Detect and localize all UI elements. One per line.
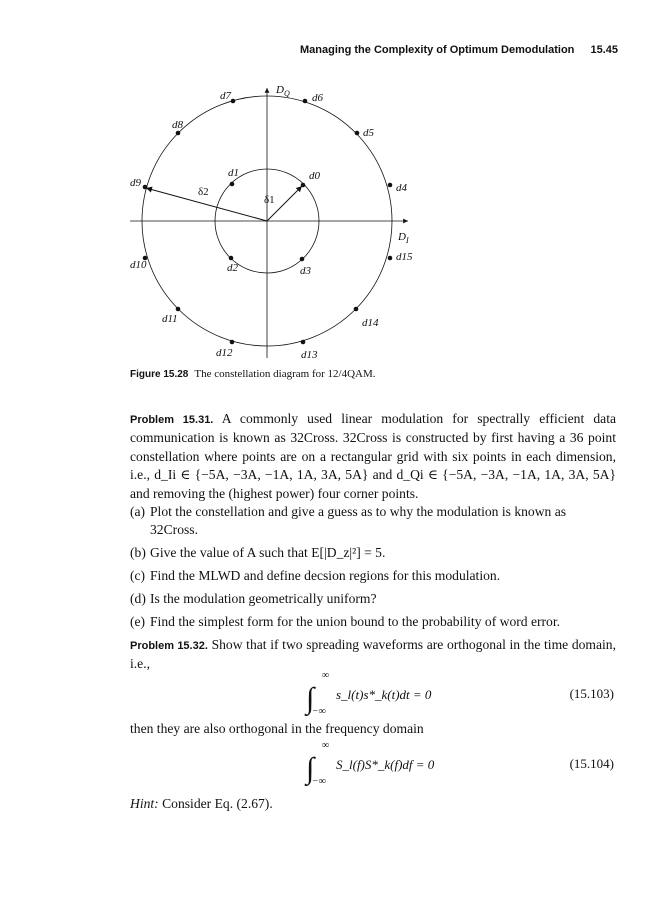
figure-caption (130, 368, 376, 380)
point-d3 (300, 257, 305, 262)
running-header (300, 44, 618, 56)
hint-text: Consider Eq. (2.67). (162, 796, 273, 811)
point-d8 (176, 131, 181, 136)
problem-15-31-label: Problem 15.31. (130, 414, 214, 426)
point-d14 (354, 307, 359, 312)
page-number: 15.45 (590, 44, 618, 56)
axis-label-dq: $D_Q$ (276, 84, 290, 98)
label-d10: d10 (130, 259, 147, 271)
problem-15-32-middle: then they are also orthogonal in the frequency domain (130, 721, 424, 736)
list-item: (d) Is the modulation geometrically uniform? (130, 591, 377, 606)
point-d15 (388, 256, 393, 261)
point-d1 (230, 182, 235, 187)
problem-15-31-statement (130, 410, 616, 503)
problem-15-32-label: Problem 15.32. (130, 640, 208, 652)
list-item: (b) Give the value of A such that E[|D_z|²] = 5. (130, 545, 386, 560)
hint-label: Hint: (130, 796, 159, 811)
figure-caption-text: The constellation diagram for 12/4QAM. (194, 368, 376, 380)
problem-15-32-statement (130, 636, 616, 674)
problem-15-31-items (130, 503, 616, 636)
point-d6 (303, 99, 308, 104)
point-d12 (230, 340, 235, 345)
label-d6: d6 (312, 92, 323, 104)
label-delta1: δ1 (264, 194, 275, 206)
label-d8: d8 (172, 119, 183, 131)
label-d5: d5 (363, 127, 374, 139)
problem-15-31-text: A commonly used linear modulation for spectrally efficient data communication is known as 32Cross. 32Cross is constructed by first having a 36 point constellation where points are on a rectangular grid with six points in each dimension, i.e., d_Ii ∈ {−5A, −3A, −1A, 1A, 3A, 5A} and d_Qi ∈ {−5A, −3A, −1A, 1A, 3A, 5A} and removing the (highest power) four corner points. (130, 411, 617, 501)
label-d11: d11 (162, 313, 178, 325)
list-item: (e) Find the simplest form for the union bound to the probability of word error. (130, 614, 561, 629)
point-d5 (355, 131, 360, 136)
label-d9: d9 (130, 177, 141, 189)
label-d15: d15 (396, 251, 413, 263)
label-d12: d12 (216, 347, 233, 359)
point-d11 (176, 307, 181, 312)
label-d0: d0 (309, 170, 320, 182)
figure-caption-label: Figure 15.28 (130, 369, 189, 380)
constellation-diagram (118, 76, 418, 366)
hint (130, 796, 273, 812)
header-title: Managing the Complexity of Optimum Demodulation (300, 44, 575, 56)
label-delta2: δ2 (198, 186, 209, 198)
label-d13: d13 (301, 349, 318, 361)
point-d2 (229, 256, 234, 261)
list-item: (c) Find the MLWD and define decsion regions for this modulation. (130, 568, 501, 583)
label-d7: d7 (220, 90, 231, 102)
point-d7 (231, 99, 236, 104)
label-d2: d2 (227, 262, 238, 274)
problem-15-32-intro: Show that if two spreading waveforms are orthogonal in the time domain, i.e., (130, 637, 616, 672)
equation-number: (15.104) (569, 756, 614, 771)
equation-15-104: ∫ ∞ −∞ S_l(f)S*_k(f)df = 0 (15.104) (306, 740, 614, 787)
point-d4 (388, 183, 393, 188)
list-item: (a) Plot the constellation and give a guess as to why the modulation is known as 32Cross. (130, 504, 567, 537)
equation-15-103: ∫ ∞ −∞ s_l(t)s*_k(t)dt = 0 (15.103) (306, 670, 614, 717)
point-d13 (301, 340, 306, 345)
axis-label-di: $D_I$ (398, 231, 409, 245)
label-d1: d1 (228, 167, 239, 179)
point-d0 (301, 183, 306, 188)
label-d3: d3 (300, 265, 311, 277)
label-d14: d14 (362, 317, 379, 329)
equation-number: (15.103) (569, 686, 614, 701)
point-d9 (143, 185, 148, 190)
label-d4: d4 (396, 182, 407, 194)
